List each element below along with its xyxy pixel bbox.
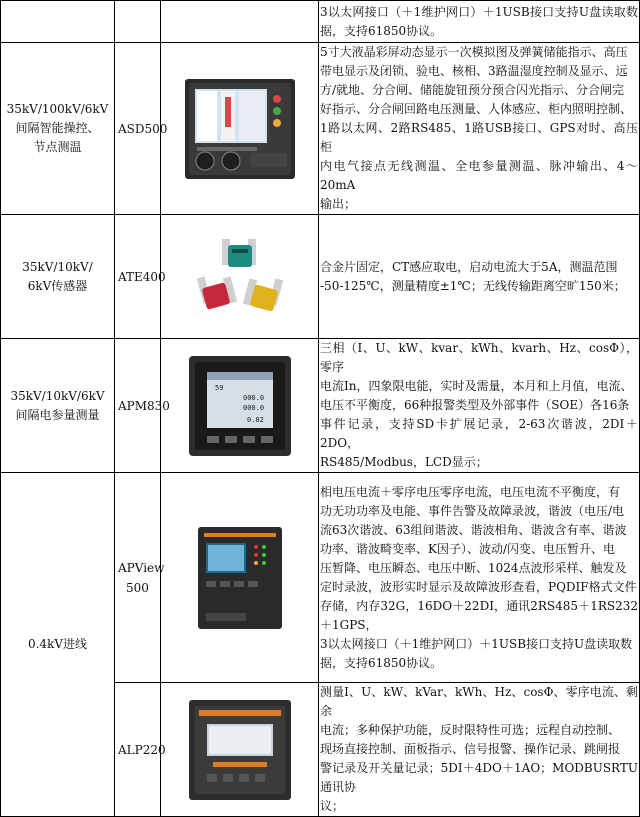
category-cell: 35kV/10kV/ 6kV传感器 — [1, 215, 115, 339]
image-cell — [161, 473, 319, 683]
category-cell: 0.4kV进线 — [1, 473, 115, 817]
apview500-analyzer-image — [192, 523, 288, 633]
table-row — [1, 339, 640, 473]
model-cell: ALP220 — [115, 683, 161, 817]
table-row — [1, 215, 640, 339]
model-cell: APM830 — [115, 339, 161, 473]
table-row — [1, 1, 640, 43]
description-cell: 相电压电流＋零序电压零序电流，电压电流不平衡度，有 功无功功率及电能、事件告警及故障录波，谐波（电压/电 流63次谐波、63组间谐波、谐波相角、谐波含有率、谐波 功率、谐波畸变率、K因子）、波动/闪变、电压暂升、电 压暂降、电压瞬态、电压中断、1024点波形采样、触发及 定时录波，波形实时显示及故障波形查看，PQDIF格式文件 存储，内存32G，16DO＋22DI，通讯2RS485＋1RS232＋1GPS， 3以太网接口（＋1维护网口）＋1USB接口支持U盘读取数 据，支持61850协议。 — [319, 473, 640, 683]
category-cell: 35kV/10kV/6kV 间隔电参量测量 — [1, 339, 115, 473]
description-cell: 合金片固定，CT感应取电，启动电流大于5A，测温范围 -50-125℃，测量精度±1℃；无线传输距离空旷150米； — [319, 215, 640, 339]
image-cell — [161, 215, 319, 339]
category-cell: 35kV/100kV/6kV 间隔智能操控、 节点测温 — [1, 43, 115, 215]
model-cell: APView 500 — [115, 473, 161, 683]
description-cell — [319, 1, 640, 43]
image-cell — [161, 1, 319, 43]
asd500-device-image — [181, 73, 299, 185]
model-cell: ATE400 — [115, 215, 161, 339]
description-cell: 三相（I、U、kW、kvar、kWh、kvarh、Hz、cosΦ），零序 电流In，四象限电能，实时及需量，本月和上月值，电流、 电压不平衡度，66种报警类型及外部事件（SOE）各16条 事件记录，支持SD卡扩展记录，2-63次谐波，2DI＋2DO， RS485/Modbus，LCD显示； — [319, 339, 640, 473]
model-cell — [115, 1, 161, 43]
category-cell — [1, 1, 115, 43]
description-cell: 测量I、U、kW、kVar、kWh、Hz、cosΦ、零序电流、剩余 电流；多种保护功能，反时限特性可选；远程自动控制、 现场直接控制、面板指示、信号报警、操作记录、跳闸报 警记录及开关量记录；5DI＋4DO＋1AO；MODBUSRTU通讯协 议； — [319, 683, 640, 817]
image-cell — [161, 683, 319, 817]
alp220-protector-image — [185, 696, 295, 804]
meter-screen-value: 59 — [214, 383, 223, 392]
ate400-sensors-image — [192, 227, 288, 327]
image-cell — [161, 339, 319, 473]
description-cell: 5寸大液晶彩屏动态显示一次模拟图及弹簧储能指示、高压 带电显示及闭锁、验电、核相、3路温湿度控制及显示、远 方/就地、分合闸、储能旋钮预分预合闪光指示、分合闸完 好指示、分合闸回路电压测量、人体感应、柜内照明控制、 1路以太网、2路RS485、1路USB接口、GPS对时、高压柜 内电气接点无线测温、全电参量测温、脉冲输出、4～20mA 输出； — [319, 43, 640, 215]
description-line: 3以太网接口（＋1维护网口）＋1USB接口支持U盘读取数据，支持61850协议。 — [320, 4, 638, 38]
image-cell — [161, 43, 319, 215]
table-row — [1, 43, 640, 215]
table-row — [1, 473, 640, 683]
model-cell: ASD500 — [115, 43, 161, 215]
meter-screen-value: 000.0 — [242, 403, 264, 412]
meter-screen-value: 0.82 — [246, 415, 264, 424]
apm830-meter-image — [185, 352, 295, 460]
meter-screen-value: 000.0 — [242, 393, 264, 402]
